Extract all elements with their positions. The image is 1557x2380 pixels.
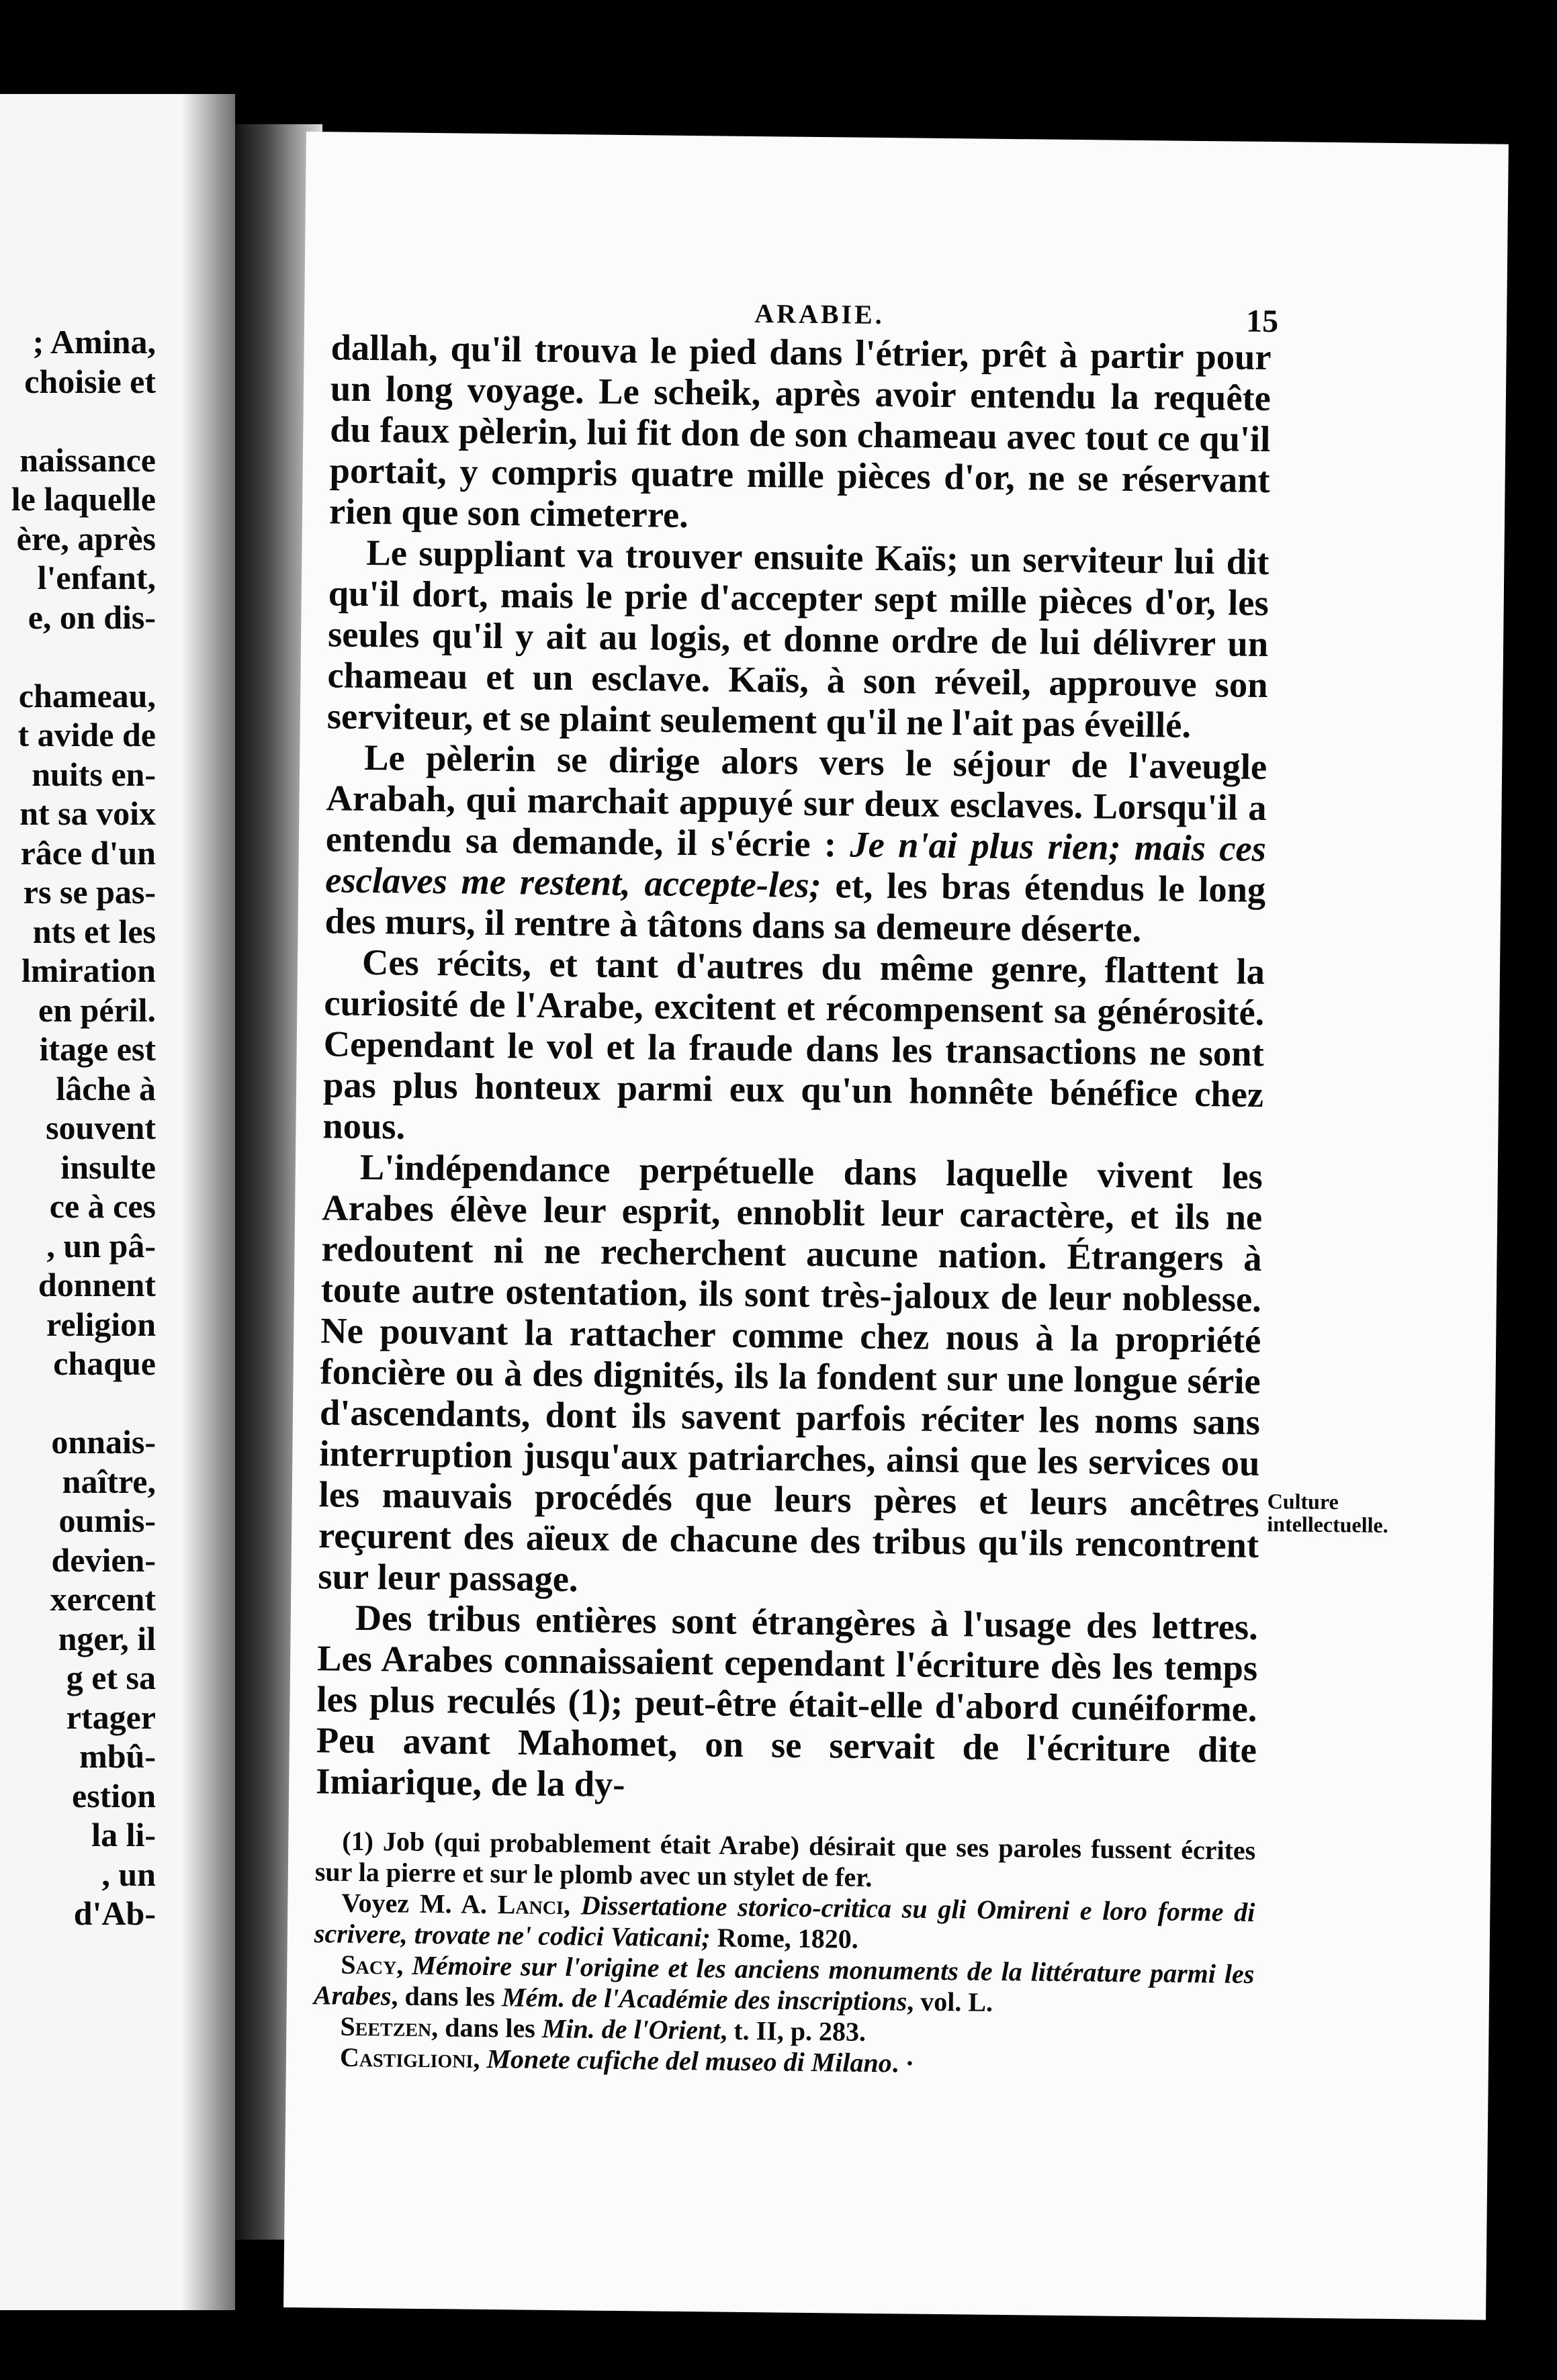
facing-page-line: lmiration (21, 952, 156, 989)
paragraph-3-text-a: Le pèlerin se dirige alors vers le séjour de l'aveugle Arabah, qui marchait appuyé sur deux esclaves. Lorsqu'il a entendu sa demande, il s'écrie : (325, 736, 1267, 865)
paragraph-1: dallah, qu'il trouva le pied dans l'étrier, prêt à partir pour un long voyage. Le scheik, après avoir entendu la requête du faux pèlerin, lui fit don de son chameau avec tout ce qu'il portait, y compris quatre mille pièces d'or, ne se réservant rien que son cimeterre. (328, 326, 1272, 535)
footnote-segment: Voyez M. A. (341, 1887, 498, 1920)
facing-page-line: souvent (46, 1109, 156, 1146)
footnote-segment: Mém. de l'Académie des inscriptions (501, 1982, 907, 2017)
paragraph-2: Le suppliant va trouver ensuite Kaïs; un serviteur lui dit qu'il dort, mais le prie d'accepter sept mille pièces d'or, les seules qu'il y ait au logis, et donne ordre de lui délivrer un chameau et un esclave. Kaïs, à son réveil, approuve son serviteur, et se plaint seulement qu'il ne l'ait pas éveillé. (326, 531, 1270, 745)
paragraph-3 (324, 736, 1267, 951)
facing-page-line: nt sa voix (19, 794, 156, 832)
facing-page-line: , un pâ- (46, 1226, 156, 1265)
footnote-segment: . · (891, 2048, 915, 2078)
facing-page-line: e, on dis- (28, 598, 156, 636)
facing-page-line: mbû- (79, 1737, 156, 1775)
facing-page-line: onnais- (51, 1423, 156, 1461)
facing-page-line: itage est (39, 1030, 156, 1068)
facing-page-line: râce d'un (20, 833, 156, 872)
facing-page-line: nts et les (32, 912, 156, 950)
facing-page-line: le laquelle (11, 480, 156, 518)
facing-page-line: oumis- (58, 1502, 156, 1539)
facing-page-line: la li- (91, 1816, 156, 1853)
footnote-segment: Mémoire sur l'origine et les anciens monuments de la littérature parmi les Arabes (313, 1950, 1255, 2011)
facing-page-line: chameau, (18, 676, 156, 715)
facing-page-line: t avide de (17, 716, 156, 753)
footnote-segment: , dans les (431, 2012, 543, 2044)
footnote-segment: , (563, 1890, 581, 1921)
facing-page-line: l'enfant, (37, 559, 156, 596)
facing-page-line: nger, il (58, 1619, 156, 1657)
footnote-segment: , (473, 2043, 487, 2074)
footnote-segment: , vol. L. (907, 1986, 993, 2017)
footnote-segment: Castiglioni (339, 2042, 474, 2074)
paragraph-3-text-b: et, les bras étendus le long des murs, il rentre à tâtons dans sa demeure déserte. (324, 864, 1266, 950)
footnote-segment: , t. II, p. 283. (720, 2015, 866, 2047)
footnote-segment: , dans les (391, 1980, 502, 2013)
paragraph-5: L'indépendance perpétuelle dans laquelle vivent les Arabes élève leur esprit, ennoblit leur caractère, et ils ne redoutent ni ne recherchent aucune nation. Étrangers à toute autre ostentation, ils sont très-jaloux de leur noblesse. Ne pouvant la rattacher comme chez nous à la propriété foncière ou à des dignités, ils la fondent sur une longue série d'ascendants, dont ils savent parfois réciter les noms sans interruption jusqu'aux patriarches, ainsi que les services ou les mauvais procédés que leurs pères et leurs ancêtres reçurent des aïeux de chacune des tribus qu'ils rencontrent sur leur passage. (318, 1146, 1263, 1600)
footnote-segment: Monete cufiche del museo di Milano (486, 2043, 892, 2078)
footnote (315, 1825, 1256, 1897)
book-page (283, 132, 1509, 2320)
footnote-segment: Min. de l'Orient (541, 2013, 721, 2046)
facing-page-fragment (0, 94, 235, 2310)
facing-page-line: ; Amina, (32, 323, 156, 361)
footnote-segment: Seetzen (340, 2011, 432, 2043)
facing-page-line: rs se pas- (23, 873, 156, 911)
paragraph-6: Des tribus entières sont étrangères à l'usage des lettres. Les Arabes connaissaient cependant l'écriture dès les temps les plus reculés (1); peut-être était-elle d'abord cunéiforme. Peu avant Mahomet, on se servait de l'écriture dite Imiarique, de la dy- (315, 1596, 1259, 1805)
page-text-block (313, 298, 1279, 2082)
facing-page-line: , un (101, 1855, 156, 1893)
facing-page-line: ce à ces (49, 1187, 156, 1225)
facing-page-line: xercent (50, 1580, 156, 1618)
facing-page-line: religion (46, 1305, 156, 1343)
footnote (314, 1949, 1255, 2021)
facing-page-line: naissance (19, 441, 156, 479)
facing-page-line: donnent (38, 1266, 156, 1303)
footnote-segment: , (396, 1950, 412, 1980)
facing-page-line: insulte (60, 1148, 156, 1186)
facing-page-line: lâche à (56, 1069, 156, 1107)
facing-page-line: choisie et (24, 362, 156, 400)
footnote-segment: (1) Job (qui probablement était Arabe) désirait que ses paroles fussent écrites sur la pierre et sur le plomb avec un stylet de fer. (314, 1825, 1256, 1892)
footnote (314, 1887, 1255, 1959)
facing-page-line: naître, (62, 1462, 156, 1500)
facing-page-line: d'Ab- (73, 1894, 156, 1932)
footnote-segment: Sacy (341, 1949, 397, 1980)
facing-page-line: ère, après (16, 519, 156, 557)
running-head-title: ARABIE. (754, 298, 885, 330)
facing-page-line: estion (72, 1776, 156, 1815)
footnote-segment: Dissertatione storico-critica su gli Omireni e loro forme di scrivere, trovate ne' codici Vaticani; (314, 1890, 1255, 1953)
facing-page-line: rtager (66, 1698, 156, 1736)
page-number: 15 (1245, 303, 1279, 340)
facing-page-line: devien- (51, 1541, 156, 1579)
page-curve-shadow (181, 94, 235, 2310)
margin-note: Culture intellectuelle. (1267, 1489, 1388, 1537)
paragraph-3-quote: Je n'ai plus rien; mais ces esclaves me restent, accepte-les; (325, 823, 1267, 906)
paragraph-4: Ces récits, et tant d'autres du même genre, flattent la curiosité de l'Arabe, excitent et récompensent sa générosité. Cependant le vol et la fraude dans les transactions ne sont pas plus honteux parmi eux qu'un honnête bénéfice chez nous. (322, 941, 1265, 1147)
facing-page-line: g et sa (66, 1659, 156, 1696)
footnote-segment: Lanci (497, 1889, 564, 1921)
facing-page-line: en péril. (38, 991, 156, 1029)
footnote-segment: Rome, 1820. (710, 1922, 858, 1954)
facing-page-line: nuits en- (32, 755, 156, 793)
facing-page-line: chaque (53, 1344, 156, 1382)
footnotes (313, 1825, 1256, 2082)
